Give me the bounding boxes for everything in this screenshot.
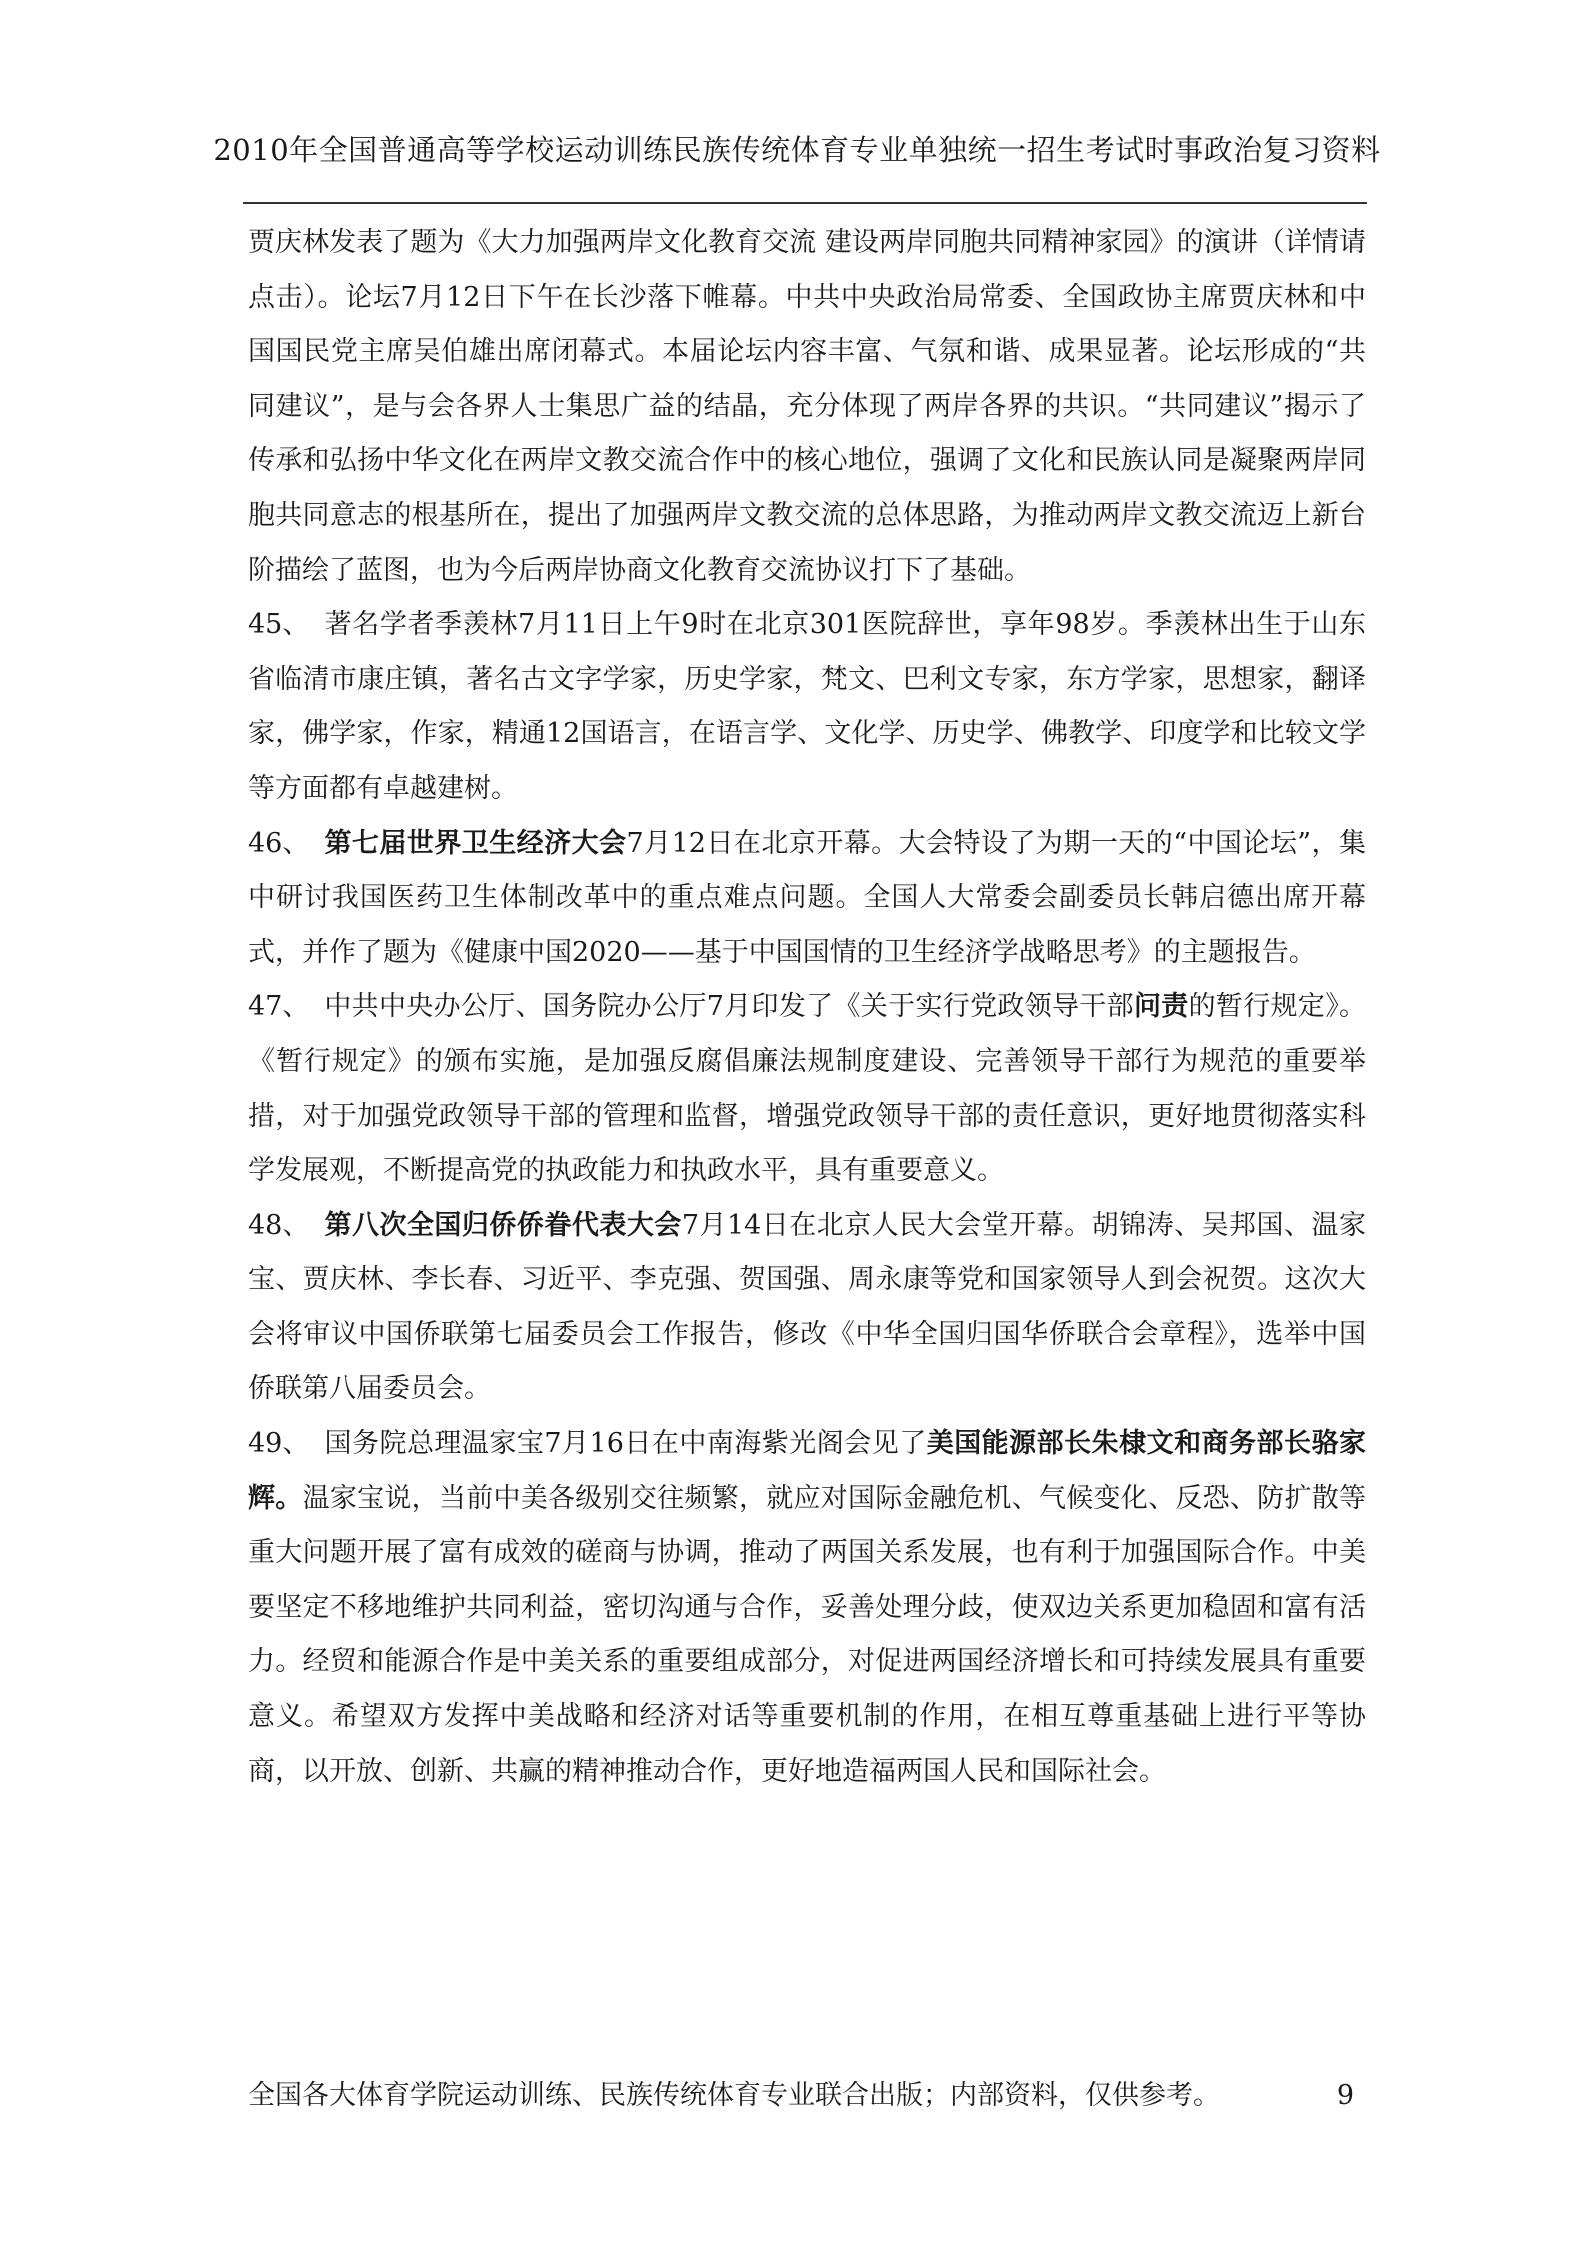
header-divider [243,202,1367,204]
item-number: 47、 [248,991,310,1023]
document-body [248,216,1366,1799]
emphasized-text: 问责 [1133,991,1189,1023]
emphasized-text: 第七届世界卫生经济大会 [324,827,627,859]
paragraph [248,817,1366,981]
emphasized-text: 第八次全国归侨侨眷代表大会 [324,1209,682,1241]
paragraph-text: 7月14日在北京人民大会堂开幕。胡锦涛、吴邦国、温家宝、贾庆林、李长春、习近平、李克强、贺国强、周永康等党和国家领导人到会祝贺。这次大会将审议中国侨联第七届委员会工作报告，修改《中华全国归国华侨联合会章程》，选举中国侨联第八届委员会。 [248,1209,1367,1405]
paragraph [248,980,1366,1198]
paragraph-text: 7月12日在北京开幕。大会特设了为期一天的“中国论坛”，集中研讨我国医药卫生体制改革中的重点难点问题。全国人大常委会副委员长韩启德出席开幕式，并作了题为《健康中国2020——基于中国国情的卫生经济学战略思考》的主题报告。 [248,827,1367,968]
paragraph [248,1417,1366,1799]
item-number: 45、 [248,609,310,641]
paragraph [248,1199,1366,1417]
item-number: 46、 [248,827,310,859]
page-number: 9 [1336,2080,1354,2111]
paragraph-text: 著名学者季羡林7月11日上午9时在北京301医院辞世，享年98岁。季羡林出生于山东省临清市康庄镇，著名古文字学家，历史学家，梵文、巴利文专家，东方学家，思想家，翻译家，佛学家，作家，精通12国语言，在语言学、文化学、历史学、佛教学、印度学和比较文学等方面都有卓越建树。 [248,609,1366,804]
paragraph-text: 的暂行规定》。《暂行规定》的颁布实施，是加强反腐倡廉法规制度建设、完善领导干部行为规范的重要举措，对于加强党政领导干部的管理和监督，增强党政领导干部的责任意识，更好地贯彻落实科学发展观，不断提高党的执政能力和执政水平，具有重要意义。 [248,991,1367,1187]
item-number: 48、 [248,1209,310,1241]
footer-text: 全国各大体育学院运动训练、民族传统体育专业联合出版；内部资料，仅供参考。 [248,2080,1220,2111]
item-number: 49、 [248,1428,310,1460]
paragraph-text: 温家宝说，当前中美各级别交往频繁，就应对国际金融危机、气候变化、反恐、防扩散等重大问题开展了富有成效的磋商与协调，推动了两国关系发展，也有利于加强国际合作。中美要坚定不移地维护共同利益，密切沟通与合作，妥善处理分歧，使双边关系更加稳固和富有活力。经贸和能源合作是中美关系的重要组成部分，对促进两国经济增长和可持续发展具有重要意义。希望双方发挥中美战略和经济对话等重要机制的作用，在相互尊重基础上进行平等协商，以开放、创新、共赢的精神推动合作，更好地造福两国人民和国际社会。 [248,1482,1367,1787]
paragraph [248,216,1366,598]
paragraph-text: 国务院总理温家宝7月16日在中南海紫光阁会见了 [324,1428,927,1460]
emphasized-text: 美国能源部长朱棣文和商务部长骆家辉。 [248,1428,1366,1514]
paragraph-text: 中共中央办公厅、国务院办公厅7月印发了《关于实行党政领导干部 [324,991,1134,1023]
page-header: 2010年全国普通高等学校运动训练民族传统体育专业单独统一招生考试时事政治复习资料 [213,133,1381,167]
paragraph-text: 贾庆林发表了题为《大力加强两岸文化教育交流 建设两岸同胞共同精神家园》的演讲（详情请点击）。论坛7月12日下午在长沙落下帷幕。中共中央政治局常委、全国政协主席贾庆林和中国国民党主席吴伯雄出席闭幕式。本届论坛内容丰富、气氛和谐、成果显著。论坛形成的“共同建议”，是与会各界人士集思广益的结晶，充分体现了两岸各界的共识。“共同建议”揭示了传承和弘扬中华文化在两岸文教交流合作中的核心地位，强调了文化和民族认同是凝聚两岸同胞共同意志的根基所在，提出了加强两岸文教交流的总体思路，为推动两岸文教交流迈上新台阶描绘了蓝图，也为今后两岸协商文化教育交流协议打下了基础。 [248,227,1366,586]
paragraph [248,598,1366,816]
